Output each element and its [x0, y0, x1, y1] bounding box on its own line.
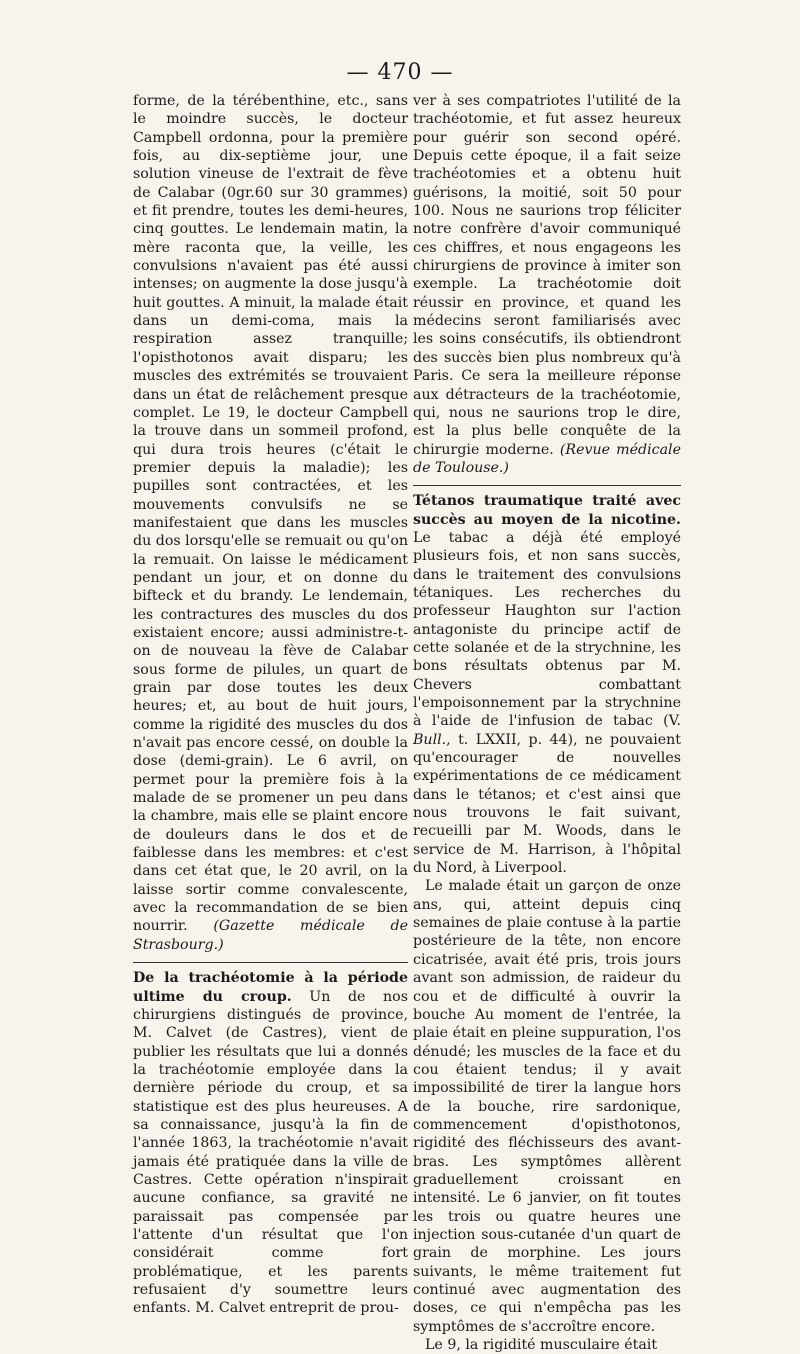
section-heading: Tétanos traumatique traité avec succès au moyen de la nicotine. [413, 493, 681, 528]
paragraph-text: Un de nos chirurgiens distingués de province, M. Calvet (de Castres), vient de publier les résultats que lui a donnés la trachéotomie employée dans la dernière période du croup, et sa statistique est des plus heureuses. A sa connaissance, jusqu'à la fin de l'année 1863, la trachéotomie n'avait jamais été pratiquée dans la ville de Castres. Cette opération n'inspirait aucune confiance, sa gravité ne paraissait pas compensée par l'attente d'un résultat que l'on considérait comme fort problématique, et les parents refusaient d'y soumettre leurs enfants. M. Calvet entreprit de prou- [133, 988, 408, 1317]
right-column [413, 92, 681, 1354]
source-citation: (Gazette médicale de Strasbourg.) [133, 918, 408, 953]
paragraph [133, 969, 408, 1318]
paragraph-text: forme, de la térébenthine, etc., sans le moindre succès, le docteur Campbell ordonna, pour la première fois, au dix-septième jour, une solution vineuse de l'extrait de fève de Calabar (0gr.60 sur 30 grammes) et fit prendre, toutes les demi-heures, cinq gouttes. Le lendemain matin, la mère raconta que, la veille, les convulsions n'avaient pas été aussi intenses; on augmente la dose jusqu'à huit gouttes. A minuit, la malade était dans un demi-coma, mais la respiration assez tranquille; l'opisthotonos avait disparu; les muscles des extrémités se trouvaient dans un état de relâchement presque complet. Le 19, le docteur Campbell la trouve dans un sommeil profond, qui dura trois heures (c'était le premier depuis la maladie); les pupilles sont contractées, et les mouvements convulsifs ne se manifestaient que dans les muscles du dos lorsqu'elle se remuait ou qu'on la remuait. On laisse le médicament pendant un jour, et on donne du bifteck et du brandy. Le lendemain, les contractures des muscles du dos existaient encore; aussi administre-t-on de nouveau la fève de Calabar sous forme de pilules, un quart de grain par dose toutes les deux heures; et, au bout de huit jours, comme la rigidité des muscles du dos n'avait pas encore cessé, on double la dose (demi-grain). Le 6 avril, on permet pour la première fois à la malade de se promener un peu dans la chambre, mais elle se plaint encore de douleurs dans le dos et de faiblesse dans les membres: et c'est dans cet état que, le 20 avril, on la laisse sortir comme convalescente, avec la recommandation de se bien nourrir. [133, 93, 408, 935]
page-number: — 470 — [346, 60, 454, 85]
section-divider [133, 962, 408, 963]
paragraph-text: Le tabac a déjà été employé plusieurs fois, et non sans succès, dans le traitement des convulsions tétaniques. Les recherches du professeur Haughton sur l'action antagoniste du principe actif de cette solanée et de la strychnine, les bons résultats obtenus par M. Chevers combattant l'empoisonnement par la strychnine à l'aide de l'infusion de tabac (V. [413, 529, 681, 730]
paragraph [413, 492, 681, 877]
paragraph [133, 92, 408, 954]
paragraph: Le malade était un garçon de onze ans, qui, atteint depuis cinq semaines de plaie contuse à la partie postérieure de la tête, non encore cicatrisée, avait été pris, trois jours avant son admission, de raideur du cou et de difficulté à ouvrir la bouche Au moment de l'entrée, la plaie était en pleine suppuration, l'os dénudé; les muscles de la face et du cou étaient tendus; il y avait impossibilité de tirer la langue hors de la bouche, rire sardonique, commencement d'opisthotonos, rigidité des fléchisseurs des avant-bras. Les symptômes allèrent graduellement croissant en intensité. Le 6 janvier, on fit toutes les trois ou quatre heures une injection sous-cutanée d'un quart de grain de morphine. Les jours suivants, le même traitement fut continué avec augmentation des doses, ce qui n'empêcha pas les symptômes de s'accroître encore. [413, 878, 681, 1335]
paragraph: Le 9, la rigidité musculaire était [425, 1337, 658, 1354]
left-column [133, 92, 408, 1318]
paragraph [413, 92, 681, 477]
section-divider [413, 485, 681, 486]
source-citation: (Revue médicale de Toulouse.) [413, 441, 681, 476]
bulletin-reference: Bull. [413, 731, 447, 748]
paragraph-text: , t. LXXII, p. 44), ne pouvaient qu'encourager de nouvelles expérimentations de ce médicament dans le tétanos; et c'est ainsi que nous trouvons le fait suivant, recueilli par M. Woods, dans le service de M. Harrison, à l'hôpital du Nord, à Liverpool. [413, 731, 681, 877]
section-heading: De la trachéotomie à la période ultime du croup. [133, 970, 408, 1005]
paragraph-text: ver à ses compatriotes l'utilité de la trachéotomie, et fut assez heureux pour guérir son second opéré. Depuis cette époque, il a fait seize trachéotomies et a obtenu huit guérisons, la moitié, soit 50 pour 100. Nous ne saurions trop féliciter notre confrère d'avoir communiqué ces chiffres, et nous engageons les chirurgiens de province à imiter son exemple. La trachéotomie doit réussir en province, et quand les médecins seront familiarisés avec les soins consécutifs, ils obtiendront des succès bien plus nombreux qu'à Paris. Ce sera la meilleure réponse aux détracteurs de la trachéotomie, qui, nous ne saurions trop le dire, est la plus belle conquête de la chirurgie moderne. [413, 93, 681, 458]
